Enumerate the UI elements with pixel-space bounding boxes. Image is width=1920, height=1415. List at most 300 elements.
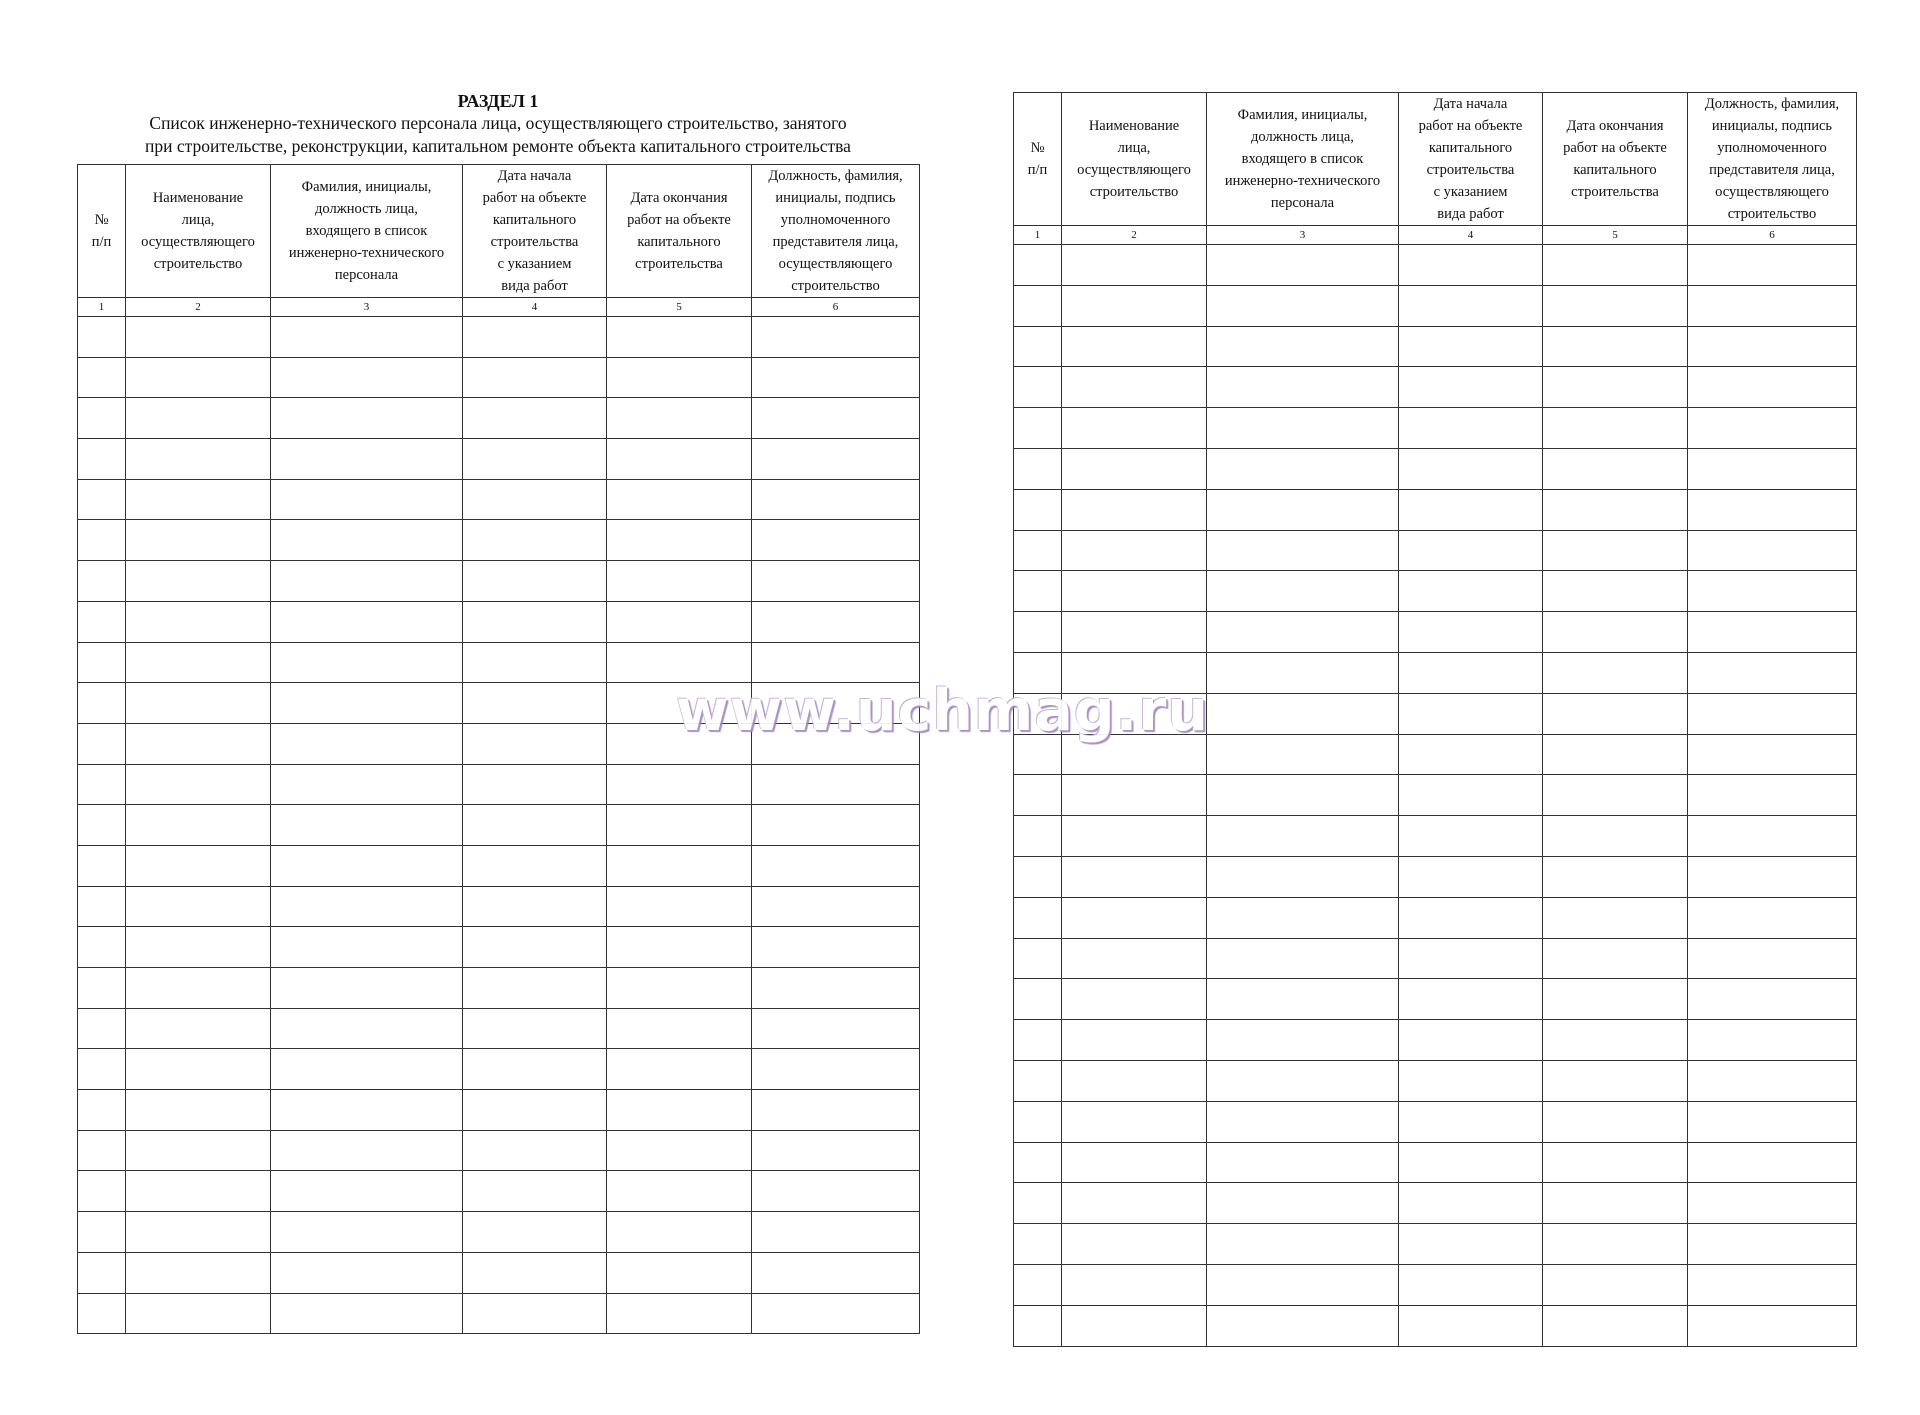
table-cell[interactable]	[463, 723, 607, 764]
table-cell[interactable]	[607, 1171, 752, 1212]
table-cell[interactable]	[752, 439, 920, 480]
table-cell[interactable]	[607, 479, 752, 520]
table-cell[interactable]	[78, 1008, 126, 1049]
table-cell[interactable]	[1543, 1305, 1688, 1346]
table-cell[interactable]	[1062, 612, 1207, 653]
table-cell[interactable]	[1688, 897, 1857, 938]
table-cell[interactable]	[752, 357, 920, 398]
table-cell[interactable]	[607, 601, 752, 642]
table-cell[interactable]	[1688, 245, 1857, 286]
table-cell[interactable]	[1207, 938, 1399, 979]
table-cell[interactable]	[463, 1252, 607, 1293]
table-cell[interactable]	[752, 1212, 920, 1253]
table-cell[interactable]	[463, 520, 607, 561]
table-cell[interactable]	[1543, 897, 1688, 938]
table-cell[interactable]	[463, 1090, 607, 1131]
table-cell[interactable]	[1399, 856, 1543, 897]
table-cell[interactable]	[1543, 775, 1688, 816]
table-cell[interactable]	[1399, 734, 1543, 775]
table-cell[interactable]	[1543, 1224, 1688, 1265]
table-cell[interactable]	[1062, 1305, 1207, 1346]
table-cell[interactable]	[1062, 1142, 1207, 1183]
table-cell[interactable]	[1688, 326, 1857, 367]
table-cell[interactable]	[607, 520, 752, 561]
table-cell[interactable]	[1062, 856, 1207, 897]
table-cell[interactable]	[1062, 979, 1207, 1020]
table-cell[interactable]	[1688, 408, 1857, 449]
table-cell[interactable]	[78, 683, 126, 724]
table-cell[interactable]	[463, 317, 607, 358]
table-cell[interactable]	[1207, 245, 1399, 286]
table-cell[interactable]	[607, 1130, 752, 1171]
table-cell[interactable]	[1543, 1101, 1688, 1142]
table-cell[interactable]	[1207, 1183, 1399, 1224]
table-cell[interactable]	[1688, 489, 1857, 530]
table-cell[interactable]	[78, 479, 126, 520]
table-cell[interactable]	[1688, 1142, 1857, 1183]
table-cell[interactable]	[1207, 1264, 1399, 1305]
table-cell[interactable]	[78, 357, 126, 398]
table-cell[interactable]	[607, 561, 752, 602]
table-cell[interactable]	[1062, 326, 1207, 367]
table-cell[interactable]	[1014, 979, 1062, 1020]
table-cell[interactable]	[1014, 938, 1062, 979]
table-cell[interactable]	[1014, 856, 1062, 897]
table-cell[interactable]	[1688, 1224, 1857, 1265]
table-cell[interactable]	[271, 1171, 463, 1212]
table-cell[interactable]	[607, 968, 752, 1009]
table-cell[interactable]	[271, 1293, 463, 1334]
table-cell[interactable]	[1543, 816, 1688, 857]
table-cell[interactable]	[126, 479, 271, 520]
table-cell[interactable]	[78, 1090, 126, 1131]
table-cell[interactable]	[126, 317, 271, 358]
table-cell[interactable]	[126, 968, 271, 1009]
table-cell[interactable]	[1062, 245, 1207, 286]
table-cell[interactable]	[1399, 775, 1543, 816]
table-cell[interactable]	[1399, 612, 1543, 653]
table-cell[interactable]	[752, 968, 920, 1009]
table-cell[interactable]	[271, 479, 463, 520]
table-cell[interactable]	[271, 1212, 463, 1253]
table-cell[interactable]	[752, 398, 920, 439]
table-cell[interactable]	[1207, 1142, 1399, 1183]
table-cell[interactable]	[1062, 448, 1207, 489]
table-cell[interactable]	[1399, 693, 1543, 734]
table-cell[interactable]	[1014, 530, 1062, 571]
table-cell[interactable]	[1543, 612, 1688, 653]
table-cell[interactable]	[1688, 1020, 1857, 1061]
table-cell[interactable]	[1062, 489, 1207, 530]
table-cell[interactable]	[1062, 367, 1207, 408]
table-cell[interactable]	[1207, 448, 1399, 489]
table-cell[interactable]	[78, 317, 126, 358]
table-cell[interactable]	[78, 764, 126, 805]
table-cell[interactable]	[752, 1130, 920, 1171]
table-cell[interactable]	[1688, 1101, 1857, 1142]
table-cell[interactable]	[463, 805, 607, 846]
table-cell[interactable]	[1207, 816, 1399, 857]
table-cell[interactable]	[1014, 448, 1062, 489]
table-cell[interactable]	[1399, 1224, 1543, 1265]
table-cell[interactable]	[271, 683, 463, 724]
table-cell[interactable]	[271, 968, 463, 1009]
table-cell[interactable]	[1688, 448, 1857, 489]
table-cell[interactable]	[78, 561, 126, 602]
table-cell[interactable]	[271, 927, 463, 968]
table-cell[interactable]	[752, 601, 920, 642]
table-cell[interactable]	[78, 642, 126, 683]
table-cell[interactable]	[1688, 652, 1857, 693]
table-cell[interactable]	[1543, 979, 1688, 1020]
table-cell[interactable]	[1014, 612, 1062, 653]
table-cell[interactable]	[1688, 775, 1857, 816]
table-cell[interactable]	[78, 520, 126, 561]
table-cell[interactable]	[126, 1090, 271, 1131]
table-cell[interactable]	[752, 886, 920, 927]
table-cell[interactable]	[1399, 285, 1543, 326]
table-cell[interactable]	[78, 1252, 126, 1293]
table-cell[interactable]	[1207, 326, 1399, 367]
table-cell[interactable]	[752, 479, 920, 520]
table-cell[interactable]	[1399, 571, 1543, 612]
table-cell[interactable]	[1062, 1060, 1207, 1101]
table-cell[interactable]	[1399, 367, 1543, 408]
table-cell[interactable]	[126, 520, 271, 561]
table-cell[interactable]	[1399, 1060, 1543, 1101]
table-cell[interactable]	[752, 317, 920, 358]
table-row	[78, 479, 920, 520]
table-cell[interactable]	[1014, 489, 1062, 530]
table-cell[interactable]	[607, 317, 752, 358]
table-cell[interactable]	[1207, 1305, 1399, 1346]
table-cell[interactable]	[126, 723, 271, 764]
table-cell[interactable]	[1014, 1224, 1062, 1265]
table-cell[interactable]	[1543, 530, 1688, 571]
table-cell[interactable]	[1399, 938, 1543, 979]
table-cell[interactable]	[463, 439, 607, 480]
table-cell[interactable]	[1062, 530, 1207, 571]
table-cell[interactable]	[271, 601, 463, 642]
table-cell[interactable]	[271, 1090, 463, 1131]
table-cell[interactable]	[1399, 1305, 1543, 1346]
table-cell[interactable]	[1014, 1142, 1062, 1183]
table-cell[interactable]	[1207, 571, 1399, 612]
table-cell[interactable]	[1207, 285, 1399, 326]
table-cell[interactable]	[607, 439, 752, 480]
table-cell[interactable]	[126, 1252, 271, 1293]
table-cell[interactable]	[1062, 1183, 1207, 1224]
table-cell[interactable]	[1543, 367, 1688, 408]
table-cell[interactable]	[463, 1049, 607, 1090]
table-cell[interactable]	[463, 683, 607, 724]
table-cell[interactable]	[1207, 1020, 1399, 1061]
table-cell[interactable]	[463, 561, 607, 602]
table-cell[interactable]	[1543, 856, 1688, 897]
table-cell[interactable]	[607, 1008, 752, 1049]
table-cell[interactable]	[1014, 1305, 1062, 1346]
table-cell[interactable]	[463, 357, 607, 398]
table-cell[interactable]	[463, 1008, 607, 1049]
table-cell[interactable]	[126, 601, 271, 642]
table-cell[interactable]	[607, 1049, 752, 1090]
table-cell[interactable]	[1688, 734, 1857, 775]
table-cell[interactable]	[1062, 1264, 1207, 1305]
table-cell[interactable]	[752, 1008, 920, 1049]
table-cell[interactable]	[126, 561, 271, 602]
table-cell[interactable]	[1014, 367, 1062, 408]
table-cell[interactable]	[1543, 245, 1688, 286]
table-cell[interactable]	[463, 601, 607, 642]
table-cell[interactable]	[1688, 979, 1857, 1020]
table-cell[interactable]	[271, 1130, 463, 1171]
table-cell[interactable]	[1207, 856, 1399, 897]
table-cell[interactable]	[1014, 816, 1062, 857]
table-cell[interactable]	[1014, 1020, 1062, 1061]
table-cell[interactable]	[1014, 1183, 1062, 1224]
table-cell[interactable]	[1688, 693, 1857, 734]
table-cell[interactable]	[1543, 1060, 1688, 1101]
table-cell[interactable]	[1399, 408, 1543, 449]
table-cell[interactable]	[126, 683, 271, 724]
table-cell[interactable]	[271, 520, 463, 561]
table-cell[interactable]	[463, 1130, 607, 1171]
table-cell[interactable]	[126, 1171, 271, 1212]
table-cell[interactable]	[78, 845, 126, 886]
table-cell[interactable]	[752, 1049, 920, 1090]
table-cell[interactable]	[1014, 326, 1062, 367]
table-cell[interactable]	[271, 398, 463, 439]
table-cell[interactable]	[271, 561, 463, 602]
table-cell[interactable]	[607, 805, 752, 846]
table-cell[interactable]	[1207, 612, 1399, 653]
table-cell[interactable]	[1543, 734, 1688, 775]
table-cell[interactable]	[607, 1252, 752, 1293]
table-cell[interactable]	[126, 886, 271, 927]
table-cell[interactable]	[1543, 285, 1688, 326]
table-cell[interactable]	[1207, 775, 1399, 816]
table-cell[interactable]	[1399, 530, 1543, 571]
table-cell[interactable]	[1062, 775, 1207, 816]
table-cell[interactable]	[126, 764, 271, 805]
table-cell[interactable]	[1688, 285, 1857, 326]
table-cell[interactable]	[78, 805, 126, 846]
table-cell[interactable]	[78, 968, 126, 1009]
table-cell[interactable]	[271, 357, 463, 398]
table-cell[interactable]	[607, 764, 752, 805]
table-cell[interactable]	[126, 1212, 271, 1253]
table-cell[interactable]	[1014, 285, 1062, 326]
table-cell[interactable]	[1543, 1020, 1688, 1061]
table-cell[interactable]	[1207, 1101, 1399, 1142]
table-cell[interactable]	[78, 927, 126, 968]
table-cell[interactable]	[78, 1212, 126, 1253]
table-cell[interactable]	[1399, 326, 1543, 367]
table-cell[interactable]	[463, 479, 607, 520]
table-cell[interactable]	[126, 439, 271, 480]
table-cell[interactable]	[607, 1293, 752, 1334]
table-cell[interactable]	[1014, 775, 1062, 816]
table-cell[interactable]	[1399, 979, 1543, 1020]
table-cell[interactable]	[1543, 489, 1688, 530]
table-cell[interactable]	[1399, 1101, 1543, 1142]
table-cell[interactable]	[463, 845, 607, 886]
table-cell[interactable]	[126, 1130, 271, 1171]
table-cell[interactable]	[1062, 816, 1207, 857]
table-cell[interactable]	[752, 1090, 920, 1131]
table-cell[interactable]	[1543, 448, 1688, 489]
table-cell[interactable]	[463, 1171, 607, 1212]
table-cell[interactable]	[752, 1252, 920, 1293]
table-cell[interactable]	[1543, 1264, 1688, 1305]
table-cell[interactable]	[1688, 1305, 1857, 1346]
table-cell[interactable]	[1543, 693, 1688, 734]
table-cell[interactable]	[1062, 1020, 1207, 1061]
table-cell[interactable]	[126, 642, 271, 683]
table-cell[interactable]	[1399, 489, 1543, 530]
table-cell[interactable]	[78, 1049, 126, 1090]
table-cell[interactable]	[126, 357, 271, 398]
table-cell[interactable]	[1688, 1060, 1857, 1101]
table-cell[interactable]	[1062, 1224, 1207, 1265]
table-cell[interactable]	[1543, 938, 1688, 979]
table-cell[interactable]	[1207, 367, 1399, 408]
table-cell[interactable]	[752, 520, 920, 561]
table-cell[interactable]	[78, 439, 126, 480]
table-cell[interactable]	[607, 1090, 752, 1131]
table-cell[interactable]	[1399, 448, 1543, 489]
table-cell[interactable]	[1399, 1183, 1543, 1224]
table-cell[interactable]	[1399, 1020, 1543, 1061]
table-cell[interactable]	[1399, 816, 1543, 857]
table-cell[interactable]	[1014, 571, 1062, 612]
table-cell[interactable]	[1062, 571, 1207, 612]
table-cell[interactable]	[463, 398, 607, 439]
table-cell[interactable]	[1014, 897, 1062, 938]
table-cell[interactable]	[271, 805, 463, 846]
table-cell[interactable]	[271, 1049, 463, 1090]
table-cell[interactable]	[1207, 1224, 1399, 1265]
table-cell[interactable]	[752, 1171, 920, 1212]
table-cell[interactable]	[1543, 408, 1688, 449]
table-cell[interactable]	[463, 642, 607, 683]
table-cell[interactable]	[126, 398, 271, 439]
table-cell[interactable]	[607, 357, 752, 398]
table-cell[interactable]	[78, 886, 126, 927]
table-cell[interactable]	[1688, 571, 1857, 612]
table-cell[interactable]	[126, 805, 271, 846]
table-cell[interactable]	[607, 398, 752, 439]
table-cell[interactable]	[1207, 408, 1399, 449]
table-cell[interactable]	[1688, 816, 1857, 857]
table-cell[interactable]	[463, 968, 607, 1009]
table-cell[interactable]	[1399, 1264, 1543, 1305]
table-cell[interactable]	[1062, 285, 1207, 326]
table-cell[interactable]	[752, 927, 920, 968]
table-cell[interactable]	[126, 1293, 271, 1334]
table-cell[interactable]	[1543, 1142, 1688, 1183]
table-cell[interactable]	[271, 642, 463, 683]
table-cell[interactable]	[1399, 245, 1543, 286]
table-cell[interactable]	[271, 723, 463, 764]
table-cell[interactable]	[1688, 530, 1857, 571]
table-cell[interactable]	[752, 764, 920, 805]
table-cell[interactable]	[1688, 367, 1857, 408]
table-cell[interactable]	[463, 886, 607, 927]
table-cell[interactable]	[271, 1008, 463, 1049]
table-cell[interactable]	[463, 1293, 607, 1334]
table-cell[interactable]	[1014, 245, 1062, 286]
table-cell[interactable]	[463, 1212, 607, 1253]
table-cell[interactable]	[1688, 938, 1857, 979]
table-cell[interactable]	[1014, 408, 1062, 449]
table-cell[interactable]	[752, 805, 920, 846]
table-cell[interactable]	[1688, 612, 1857, 653]
table-cell[interactable]	[126, 927, 271, 968]
table-cell[interactable]	[1062, 1101, 1207, 1142]
table-cell[interactable]	[1207, 489, 1399, 530]
table-cell[interactable]	[1062, 408, 1207, 449]
table-cell[interactable]	[1543, 1183, 1688, 1224]
table-cell[interactable]	[126, 845, 271, 886]
table-cell[interactable]	[1014, 1264, 1062, 1305]
table-cell[interactable]	[1207, 979, 1399, 1020]
table-cell[interactable]	[752, 561, 920, 602]
table-cell[interactable]	[78, 1293, 126, 1334]
table-cell[interactable]	[1688, 856, 1857, 897]
table-cell[interactable]	[463, 764, 607, 805]
table-cell[interactable]	[78, 601, 126, 642]
table-cell[interactable]	[1399, 897, 1543, 938]
table-cell[interactable]	[607, 845, 752, 886]
table-cell[interactable]	[1207, 530, 1399, 571]
table-cell[interactable]	[271, 317, 463, 358]
table-cell[interactable]	[1543, 326, 1688, 367]
table-cell[interactable]	[271, 845, 463, 886]
table-cell[interactable]	[271, 439, 463, 480]
table-cell[interactable]	[78, 1130, 126, 1171]
table-cell[interactable]	[78, 398, 126, 439]
table-cell[interactable]	[126, 1008, 271, 1049]
table-cell[interactable]	[1207, 897, 1399, 938]
table-cell[interactable]	[607, 642, 752, 683]
table-cell[interactable]	[1014, 1060, 1062, 1101]
table-cell[interactable]	[126, 1049, 271, 1090]
table-cell[interactable]	[1014, 1101, 1062, 1142]
table-cell[interactable]	[1399, 652, 1543, 693]
table-cell[interactable]	[1688, 1264, 1857, 1305]
table-cell[interactable]	[1543, 652, 1688, 693]
table-cell[interactable]	[1688, 1183, 1857, 1224]
table-cell[interactable]	[1399, 1142, 1543, 1183]
table-cell[interactable]	[752, 1293, 920, 1334]
table-cell[interactable]	[752, 642, 920, 683]
table-cell[interactable]	[271, 764, 463, 805]
table-cell[interactable]	[271, 886, 463, 927]
table-cell[interactable]	[1062, 897, 1207, 938]
table-cell[interactable]	[78, 1171, 126, 1212]
table-cell[interactable]	[607, 886, 752, 927]
table-cell[interactable]	[1207, 1060, 1399, 1101]
table-cell[interactable]	[463, 927, 607, 968]
table-cell[interactable]	[752, 845, 920, 886]
table-cell[interactable]	[1062, 938, 1207, 979]
table-cell[interactable]	[271, 1252, 463, 1293]
table-cell[interactable]	[1543, 571, 1688, 612]
table-cell[interactable]	[607, 927, 752, 968]
table-cell[interactable]	[78, 723, 126, 764]
table-cell[interactable]	[607, 1212, 752, 1253]
